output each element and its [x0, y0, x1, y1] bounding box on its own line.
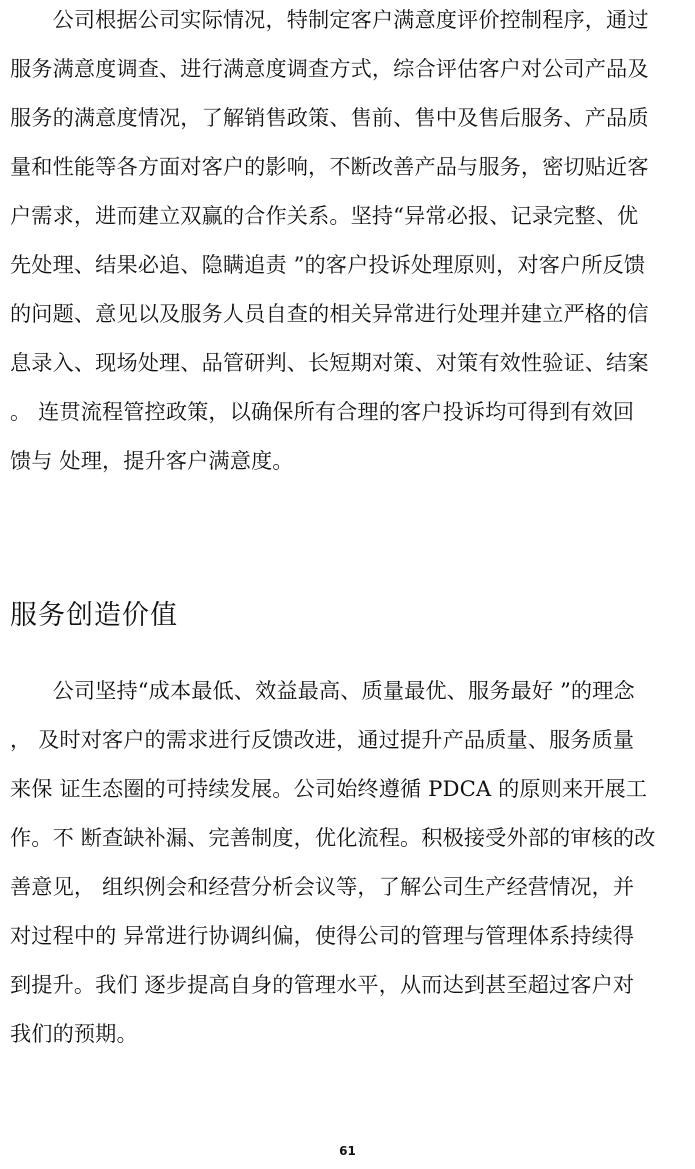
page-number: 61 [339, 1144, 356, 1158]
paragraph-line: 馈与 处理，提升客户满意度。 [10, 448, 294, 473]
paragraph-line: 量和性能等各方面对客户的影响，不断改善产品与服务，密切贴近客 [10, 154, 649, 179]
paragraph-line: 息录入、现场处理、品管研判、长短期对策、对策有效性验证、结案 [10, 350, 649, 375]
paragraph-line: 我们的预期。 [10, 1021, 138, 1046]
paragraph-line: 到提升。我们 逐步提高自身的管理水平，从而达到甚至超过客户对 [10, 972, 635, 997]
paragraph-line: 公司根据公司实际情况，特制定客户满意度评价控制程序，通过 [10, 7, 649, 32]
paragraph-line: 先处理、结果必追、隐瞒追责 ”的客户投诉处理原则，对客户所反馈 [10, 252, 646, 277]
section-heading: 服务创造价值 [10, 600, 178, 631]
paragraph-line: 户需求，进而建立双赢的合作关系。坚持“异常必报、记录完整、优 [10, 203, 639, 228]
paragraph-line: 来保 证生态圈的可持续发展。公司始终遵循 PDCA 的原则来开展工 [10, 776, 648, 801]
paragraph-line: 的问题、意见以及服务人员自查的相关异常进行处理并建立严格的信 [10, 301, 649, 326]
paragraph-line: 作。不 断查缺补漏、完善制度，优化流程。积极接受外部的审核的改 [10, 825, 656, 850]
paragraph-line: 服务的满意度情况，了解销售政策、售前、售中及售后服务、产品质 [10, 105, 649, 130]
paragraph-line: 。 连贯流程管控政策，以确保所有合理的客户投诉均可得到有效回 [10, 399, 635, 424]
paragraph-line: ， 及时对客户的需求进行反馈改进，通过提升产品质量、服务质量 [10, 727, 635, 752]
paragraph-line: 公司坚持“成本最低、效益最高、质量最优、服务最好 ”的理念 [10, 678, 635, 703]
paragraph-line: 善意见， 组织例会和经营分析会议等，了解公司生产经营情况，并 [10, 874, 635, 899]
paragraph-line: 对过程中的 异常进行协调纠偏，使得公司的管理与管理体系持续得 [10, 923, 635, 948]
paragraph-line: 服务满意度调查、进行满意度调查方式，综合评估客户对公司产品及 [10, 56, 649, 81]
